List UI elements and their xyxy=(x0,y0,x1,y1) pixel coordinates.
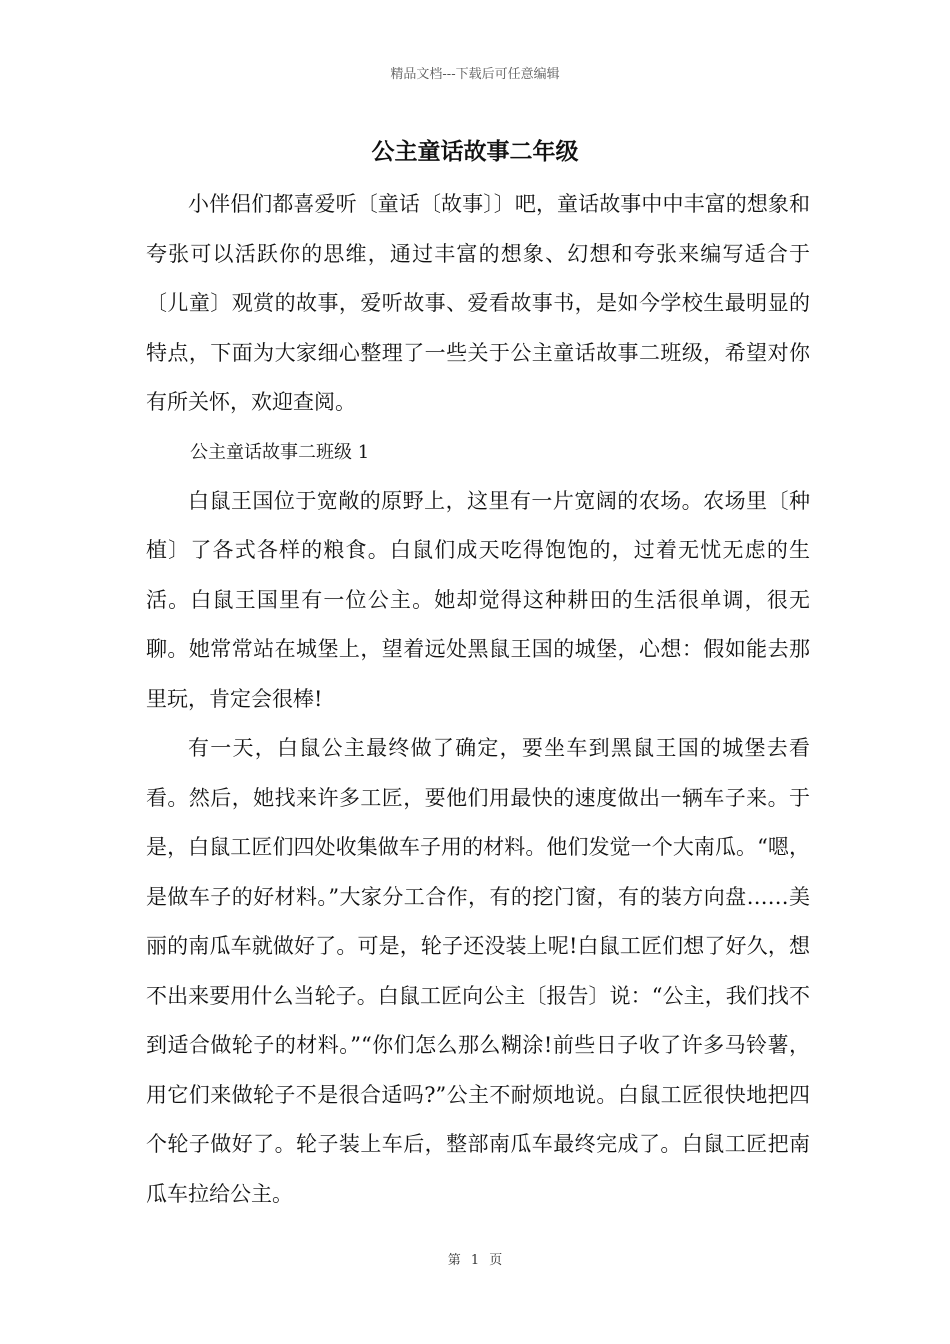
page-number: 1 xyxy=(470,1253,480,1268)
page-label-prefix: 第 xyxy=(447,1253,461,1268)
document-title: 公主童话故事二年级 xyxy=(371,138,579,165)
intro-paragraph: 小伴侣们都喜爱听〔童话〔故事〕〕吧，童话故事中中丰富的想象和夸张可以活跃你的思维，通过丰富的想象、幻想和夸张来编写适合于〔儿童〕观赏的故事，爱听故事、爱看故事书，是如今学校生最明显的特点，下面为大家细心整理了一些关于公主童话故事二班级，希望对你有所关怀，欢迎查阅。 xyxy=(146,192,810,414)
page-footer xyxy=(0,1252,950,1270)
page-label-suffix: 页 xyxy=(489,1253,503,1268)
document-body xyxy=(146,180,810,1219)
section-heading: 公主童话故事二班级 1 xyxy=(190,441,370,463)
page-header: 精品文档---下载后可任意编辑 xyxy=(390,67,560,82)
story-paragraph-2: 有一天，白鼠公主最终做了确定，要坐车到黑鼠王国的城堡去看看。然后，她找来许多工匠，要他们用最快的速度做出一辆车子来。于是，白鼠工匠们四处收集做车子用的材料。他们发觉一个大南瓜。“嗯，是做车子的好材料。”大家分工合作，有的挖门窗，有的装方向盘……美丽的南瓜车就做好了。可是，轮子还没装上呢!白鼠工匠们想了好久，想不出来要用什么当轮子。白鼠工匠向公主〔报告〕说：“公主，我们找不到适合做轮子的材料。”“你们怎么那么糊涂!前些日子收了许多马铃薯，用它们来做轮子不是很合适吗?”公主不耐烦地说。白鼠工匠很快地把四个轮子做好了。轮子装上车后，整部南瓜车最终完成了。白鼠工匠把南瓜车拉给公主。 xyxy=(146,736,810,1206)
story-paragraph-1: 白鼠王国位于宽敞的原野上，这里有一片宽阔的农场。农场里〔种植〕了各式各样的粮食。白鼠们成天吃得饱饱的，过着无忧无虑的生活。白鼠王国里有一位公主。她却觉得这种耕田的生活很单调，很无聊。她常常站在城堡上，望着远处黑鼠王国的城堡，心想：假如能去那里玩，肯定会很棒! xyxy=(146,488,810,711)
